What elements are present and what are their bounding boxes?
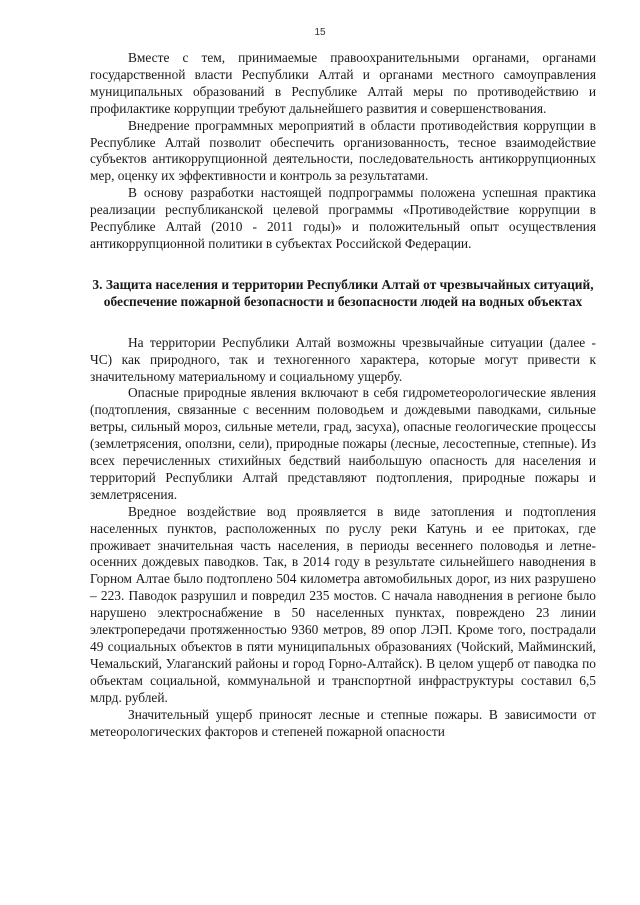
page-number: 15 <box>314 27 326 38</box>
paragraph: Вместе с тем, принимаемые правоохранительными органами, органами государственной власти Республики Алтай и органами местного самоуправления муниципальных образований в Республике Алтай меры по противодействию и профилактике коррупции требуют дальнейшего развития и совершенствования. <box>90 50 596 116</box>
section-heading: 3. Защита населения и территории Республики Алтай от чрезвычайных ситуаций, обеспечение пожарной безопасности и безопасности людей на водных объектах <box>92 276 594 309</box>
paragraph: Опасные природные явления включают в себя гидрометеорологические явления (подтопления, связанные с весенним половодьем и дождевыми паводками, сильные ветры, сильный мороз, сильные метели, град, засуха), опасные геологические процессы (землетрясения, оползни, сели), природные пожары (лесные, лесостепные, степные). Из всех перечисленных стихийных бедствий наибольшую опасность для населения и территорий Республики Алтай представляют подтопления, природные пожары и землетрясения. <box>90 385 596 502</box>
document-body <box>90 50 596 740</box>
paragraph: Внедрение программных мероприятий в области противодействия коррупции в Республике Алтай позволит обеспечить организованность, тесное взаимодействие субъектов антикоррупционной деятельности, последовательность антикоррупционных мер, оценку их эффективности и контроль за результатами. <box>90 117 596 184</box>
paragraph: На территории Республики Алтай возможны чрезвычайные ситуации (далее - ЧС) как природного, так и техногенного характера, которые могут привести к значительному материальному и социальному ущербу. <box>90 334 596 384</box>
paragraph: В основу разработки настоящей подпрограммы положена успешная практика реализации республиканской целевой программы «Противодействие коррупции в Республике Алтай (2010 - 2011 годы)» и положительный опыт осуществления антикоррупционной политики в субъектах Российской Федерации. <box>90 185 596 251</box>
paragraph: Значительный ущерб приносят лесные и степные пожары. В зависимости от метеорологических факторов и степеней пожарной опасности <box>90 706 596 739</box>
paragraph: Вредное воздействие вод проявляется в виде затопления и подтопления населенных пунктов, расположенных по руслу реки Катунь и ее притоках, где проживает значительная часть населения, в периоды весеннего половодья и летне-осенних дождевых паводков. Так, в 2014 году в результате сильнейшего наводнения в Горном Алтае было подтоплено 504 километра автомобильных дорог, из них разрушено – 223. Паводок разрушил и повредил 235 мостов. С начала наводнения в регионе было нарушено электроснабжение в 50 населенных пунктах, повреждено 23 линии электропередачи протяженностью 9360 метров, 89 опор ЛЭП. Кроме того, пострадали 49 социальных объектов в пяти муниципальных образованиях (Чойский, Майминский, Чемальский, Улаганский районы и город Горно-Алтайск). В целом ущерб от паводка по объектам социальной, коммунальной и транспортной инфраструктуры составил 6,5 млрд. рублей. <box>90 503 596 705</box>
